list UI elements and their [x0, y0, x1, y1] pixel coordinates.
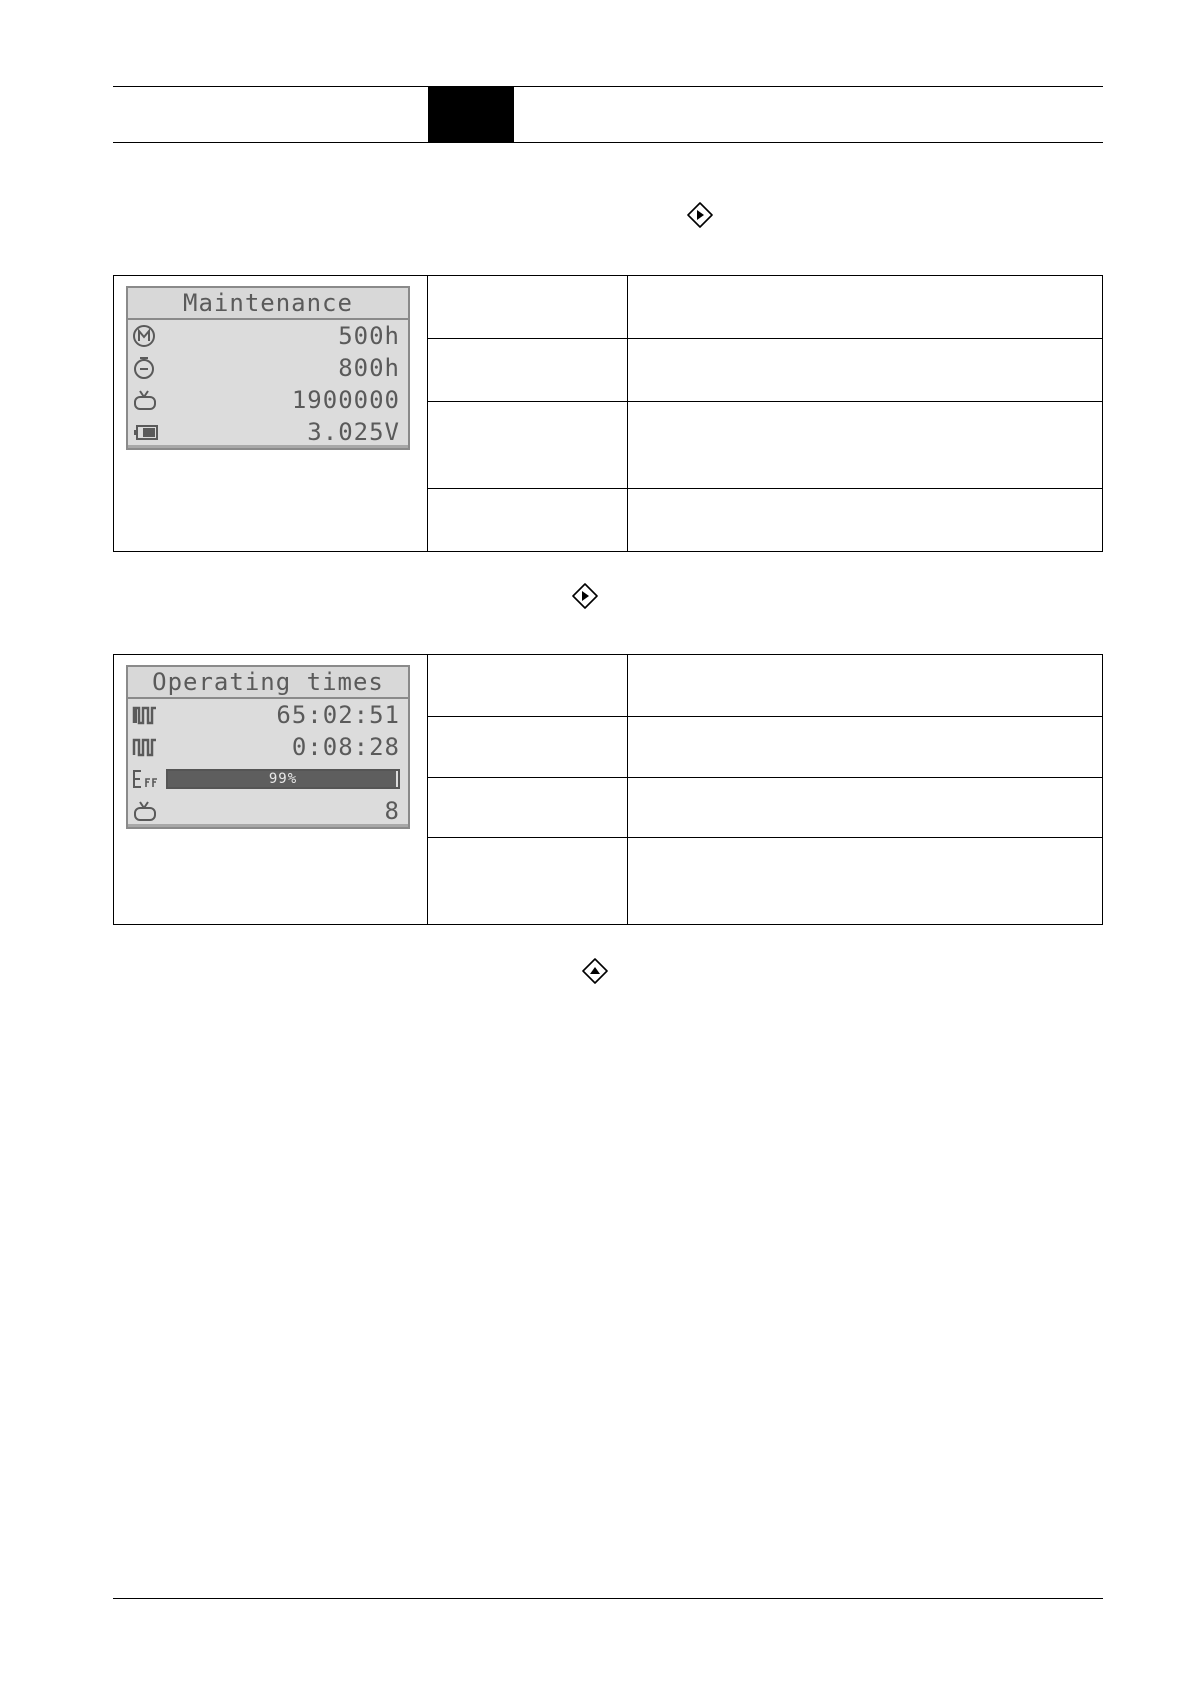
display-row: [128, 763, 408, 795]
operating-times-table: [113, 654, 1103, 925]
efficiency-icon: [132, 767, 160, 791]
header-bottom-rule: [113, 142, 1103, 143]
table-cell: [628, 489, 1103, 552]
display-row: [128, 795, 408, 827]
display-row: [128, 699, 408, 731]
up-arrow-button-icon: [582, 958, 608, 984]
table-cell: [628, 717, 1103, 778]
cycle-service-icon: [132, 356, 160, 380]
operating-times-display: [126, 665, 410, 829]
display-value: 65:02:51: [276, 701, 400, 729]
table-cell: [428, 402, 628, 489]
efficiency-value: 99%: [268, 771, 298, 787]
display-row: [128, 731, 408, 763]
counter-icon: [132, 388, 160, 412]
table-cell: [428, 655, 628, 717]
operating-display-cell: [114, 655, 428, 925]
table-cell: [628, 276, 1103, 339]
display-value: 500h: [338, 322, 400, 350]
footer-rule: [113, 1598, 1103, 1599]
header-block: [428, 86, 514, 143]
counter-icon: [132, 799, 160, 823]
motor-service-icon: [132, 324, 160, 348]
table-cell: [428, 489, 628, 552]
display-value: 1900000: [291, 386, 400, 414]
table-cell: [428, 339, 628, 402]
right-arrow-button-icon: [687, 202, 713, 228]
efficiency-bar: [166, 769, 400, 789]
table-cell: [428, 838, 628, 925]
display-value: 3.025V: [307, 418, 400, 446]
maintenance-display: [126, 286, 410, 450]
display-row: [128, 352, 408, 384]
table-cell: [428, 717, 628, 778]
right-arrow-button-icon: [572, 583, 598, 609]
table-cell: [628, 339, 1103, 402]
display-value: 800h: [338, 354, 400, 382]
table-cell: [428, 276, 628, 339]
battery-icon: [132, 420, 160, 444]
table-cell: [628, 838, 1103, 925]
total-run-time-icon: [132, 703, 160, 727]
maintenance-display-cell: [114, 276, 428, 552]
run-time-icon: [132, 735, 160, 759]
table-cell: [628, 778, 1103, 838]
display-row: [128, 384, 408, 416]
display-title: Maintenance: [128, 288, 408, 320]
table-cell: [628, 655, 1103, 717]
display-row: [128, 416, 408, 448]
display-row: [128, 320, 408, 352]
display-value: 0:08:28: [291, 733, 400, 761]
display-title: Operating times: [128, 667, 408, 699]
table-cell: [628, 402, 1103, 489]
table-cell: [428, 778, 628, 838]
header-top-rule: [113, 86, 1103, 87]
display-value: 8: [384, 797, 400, 825]
maintenance-table: [113, 275, 1103, 552]
